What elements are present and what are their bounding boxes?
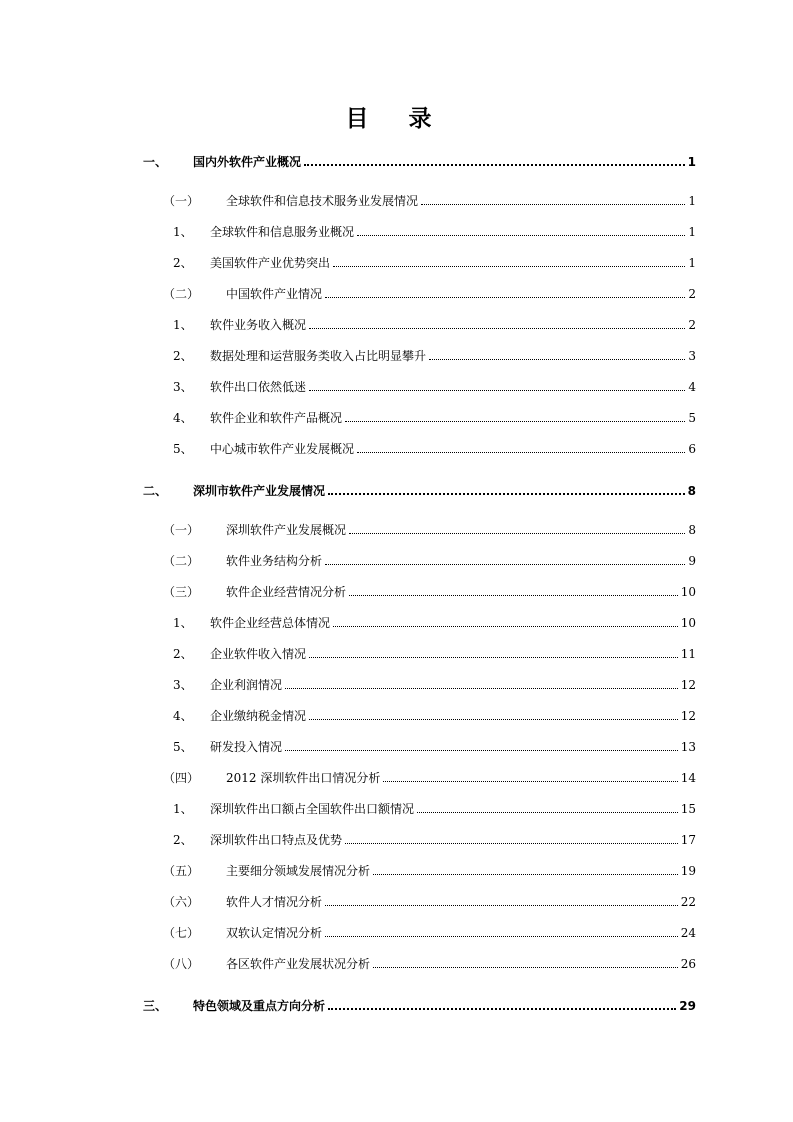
toc-entry-text: 中国软件产业情况 <box>226 287 323 301</box>
toc-entry-number: （二） <box>163 287 200 301</box>
toc-dot-leader <box>357 235 685 236</box>
toc-entry[interactable] <box>173 828 696 848</box>
toc-entry[interactable] <box>173 735 696 755</box>
toc-dot-leader <box>333 266 685 267</box>
toc-entry-page: 19 <box>680 864 696 878</box>
toc-entry-page: 1 <box>688 225 696 239</box>
toc-entry-number: （七） <box>163 926 200 940</box>
toc-entry[interactable] <box>173 375 696 395</box>
toc-entry-text: 软件出口依然低迷 <box>210 380 307 394</box>
toc-entry-text: 深圳软件产业发展概况 <box>226 523 347 537</box>
toc-dot-leader <box>304 164 685 166</box>
toc-entry-text: 企业软件收入情况 <box>210 647 307 661</box>
toc-entry[interactable] <box>173 251 696 271</box>
toc-entry-text: 软件企业经营情况分析 <box>226 585 347 599</box>
toc-entry-text: 数据处理和运营服务类收入占比明显攀升 <box>210 349 427 363</box>
toc-entry-number: （一） <box>163 194 200 208</box>
toc-dot-leader <box>328 493 685 495</box>
toc-entry-text: 软件企业和软件产品概况 <box>210 411 343 425</box>
toc-entry-text: 中心城市软件产业发展概况 <box>210 442 355 456</box>
toc-entry-text: 全球软件和信息服务业概况 <box>210 225 355 239</box>
toc-entry-number: 一、 <box>143 155 168 169</box>
toc-entry-text: 双软认定情况分析 <box>226 926 323 940</box>
toc-entry-number: （三） <box>163 585 200 599</box>
toc-entry[interactable] <box>173 704 696 724</box>
toc-dot-leader <box>325 297 685 298</box>
toc-dot-leader <box>345 421 685 422</box>
toc-entry-number: 5、 <box>173 442 193 456</box>
toc-entry-text: 2012 深圳软件出口情况分析 <box>226 771 381 785</box>
toc-dot-leader <box>357 452 685 453</box>
toc-title: 目 录 <box>345 106 448 132</box>
toc-entry[interactable] <box>163 518 696 538</box>
toc-entry-page: 12 <box>680 709 696 723</box>
toc-entry-text: 软件企业经营总体情况 <box>210 616 331 630</box>
toc-entry-page: 1 <box>687 155 696 169</box>
toc-entry-text: 全球软件和信息技术服务业发展情况 <box>226 194 419 208</box>
toc-entry-page: 17 <box>680 833 696 847</box>
toc-entry-page: 15 <box>680 802 696 816</box>
toc-entry[interactable] <box>173 437 696 457</box>
toc-dot-leader <box>309 328 685 329</box>
toc-entry[interactable] <box>173 344 696 364</box>
toc-entry[interactable] <box>143 994 696 1014</box>
toc-dot-leader <box>328 1008 676 1010</box>
toc-entry-page: 13 <box>680 740 696 754</box>
toc-entry-page: 2 <box>688 287 696 301</box>
toc-entry[interactable] <box>173 642 696 662</box>
toc-entry-page: 26 <box>680 957 696 971</box>
toc-entry-number: （一） <box>163 523 200 537</box>
toc-entry-text: 主要细分领域发展情况分析 <box>226 864 371 878</box>
toc-dot-leader <box>285 750 678 751</box>
toc-dot-leader <box>309 390 685 391</box>
toc-entry-number: （四） <box>163 771 200 785</box>
toc-entry-number: 2、 <box>173 647 193 661</box>
toc-entry-page: 29 <box>679 999 696 1013</box>
toc-entry-number: 4、 <box>173 709 193 723</box>
toc-entry-page: 1 <box>688 256 696 270</box>
toc-entry[interactable] <box>163 859 696 879</box>
toc-entry-page: 24 <box>680 926 696 940</box>
toc-entry-number: 1、 <box>173 225 193 239</box>
toc-dot-leader <box>349 595 678 596</box>
toc-entry-text: 企业利润情况 <box>210 678 283 692</box>
toc-entry-number: 1、 <box>173 318 193 332</box>
toc-entry-page: 1 <box>688 194 696 208</box>
toc-entry-number: 二、 <box>143 484 168 498</box>
toc-dot-leader <box>325 905 678 906</box>
toc-entry-text: 软件业务结构分析 <box>226 554 323 568</box>
toc-entry-number: （五） <box>163 864 200 878</box>
toc-entry-number: 2、 <box>173 833 193 847</box>
toc-dot-leader <box>285 688 678 689</box>
toc-entry[interactable] <box>163 282 696 302</box>
toc-entry-page: 5 <box>688 411 696 425</box>
toc-dot-leader <box>421 204 685 205</box>
toc-dot-leader <box>309 657 678 658</box>
toc-entry[interactable] <box>163 766 696 786</box>
toc-entry[interactable] <box>163 189 696 209</box>
toc-entry-text: 深圳市软件产业发展情况 <box>193 484 326 498</box>
toc-entry-number: 4、 <box>173 411 193 425</box>
toc-entry-number: 3、 <box>173 380 193 394</box>
toc-entry-number: （六） <box>163 895 200 909</box>
toc-entry-text: 企业缴纳税金情况 <box>210 709 307 723</box>
toc-entry[interactable] <box>173 673 696 693</box>
toc-entry-text: 深圳软件出口额占全国软件出口额情况 <box>210 802 415 816</box>
toc-entry-text: 深圳软件出口特点及优势 <box>210 833 343 847</box>
toc-entry-page: 14 <box>680 771 696 785</box>
toc-entry[interactable] <box>163 580 696 600</box>
toc-entry-page: 9 <box>688 554 696 568</box>
toc-dot-leader <box>417 812 678 813</box>
toc-entry[interactable] <box>173 313 696 333</box>
toc-dot-leader <box>333 626 678 627</box>
toc-entry-number: 1、 <box>173 616 193 630</box>
toc-entry-page: 8 <box>687 484 696 498</box>
toc-entry-number: 1、 <box>173 802 193 816</box>
toc-entry[interactable] <box>163 952 696 972</box>
toc-entry[interactable] <box>143 479 696 499</box>
toc-entry-text: 特色领域及重点方向分析 <box>193 999 326 1013</box>
toc-entry[interactable] <box>173 797 696 817</box>
toc-dot-leader <box>325 936 678 937</box>
toc-entry[interactable] <box>173 406 696 426</box>
toc-dot-leader <box>345 843 678 844</box>
toc-dot-leader <box>325 564 685 565</box>
toc-entry-number: 三、 <box>143 999 168 1013</box>
toc-entry-number: （八） <box>163 957 200 971</box>
toc-entry-page: 12 <box>680 678 696 692</box>
toc-entry-text: 国内外软件产业概况 <box>193 155 302 169</box>
toc-entry[interactable] <box>173 220 696 240</box>
toc-entry[interactable] <box>163 549 696 569</box>
toc-dot-leader <box>383 781 677 782</box>
toc-entry-page: 4 <box>688 380 696 394</box>
toc-dot-leader <box>373 967 678 968</box>
toc-entry-number: 2、 <box>173 256 193 270</box>
toc-dot-leader <box>373 874 678 875</box>
toc-entry-text: 软件人才情况分析 <box>226 895 323 909</box>
toc-entry-text: 美国软件产业优势突出 <box>210 256 331 270</box>
toc-entry[interactable] <box>163 921 696 941</box>
toc-entry-text: 各区软件产业发展状况分析 <box>226 957 371 971</box>
toc-entry-page: 10 <box>680 585 696 599</box>
toc-dot-leader <box>429 359 685 360</box>
toc-entry-page: 8 <box>688 523 696 537</box>
toc-entry-page: 11 <box>680 647 696 661</box>
toc-entry-number: （二） <box>163 554 200 568</box>
toc-entry[interactable] <box>143 150 696 170</box>
toc-entry-page: 2 <box>688 318 696 332</box>
toc-entry-number: 5、 <box>173 740 193 754</box>
toc-dot-leader <box>309 719 678 720</box>
toc-entry-page: 6 <box>688 442 696 456</box>
toc-entry[interactable] <box>163 890 696 910</box>
toc-entry-text: 研发投入情况 <box>210 740 283 754</box>
toc-dot-leader <box>349 533 685 534</box>
toc-entry-page: 3 <box>688 349 696 363</box>
toc-entry[interactable] <box>173 611 696 631</box>
toc-entry-page: 22 <box>680 895 696 909</box>
toc-entry-page: 10 <box>680 616 696 630</box>
toc-entry-number: 3、 <box>173 678 193 692</box>
toc-entry-number: 2、 <box>173 349 193 363</box>
toc-entry-text: 软件业务收入概况 <box>210 318 307 332</box>
